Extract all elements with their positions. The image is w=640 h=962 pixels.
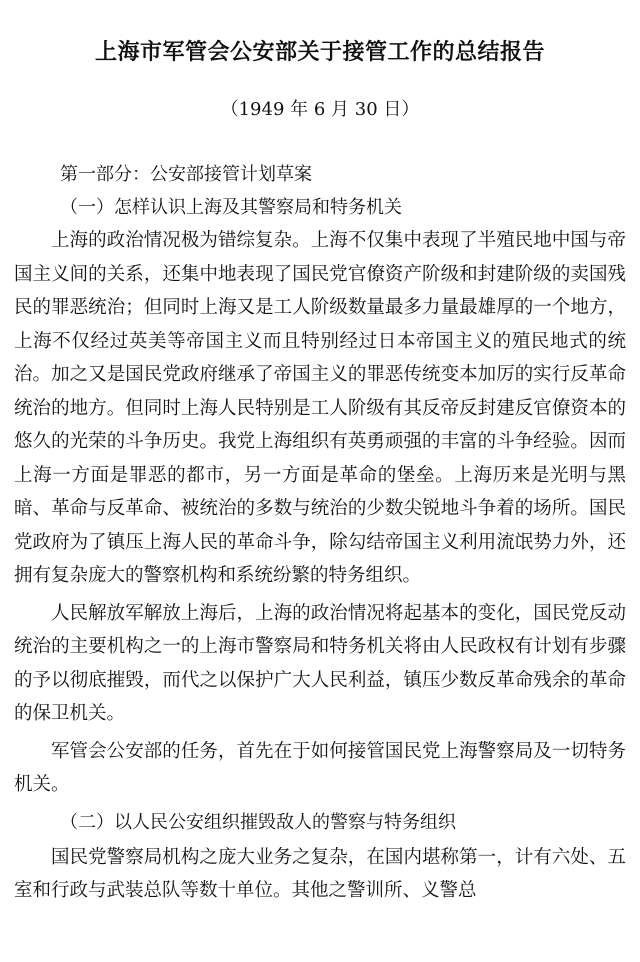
paragraph-4: 国民党警察局机构之庞大业务之复杂，在国内堪称第一，计有六处、五室和行政与武装总队等数十单位。其他之警训所、义警总 — [14, 846, 626, 901]
part-heading: 第一部分：公安部接管计划草案 — [60, 164, 312, 185]
section-heading-2: （二）以人民公安组织摧毁敌人的警察与特务组织 — [60, 811, 456, 833]
paragraph-2: 人民解放军解放上海后，上海的政治情况将起基本的变化，国民党反动统治的主要机构之一的上海市警察局和特务机关将由人民政权有计划有步骤的予以彻底摧毁，而代之以保护广大人民利益，镇压少数反革命残余的革命的保卫机关。 — [14, 602, 626, 724]
document-title: 上海市军管会公安部关于接管工作的总结报告 — [94, 40, 545, 65]
paragraph-3: 军管会公安部的任务，首先在于如何接管国民党上海警察局及一切特务机关。 — [14, 740, 626, 795]
section-heading-1: （一）怎样认识上海及其警察局和特务机关 — [60, 197, 402, 218]
document-date: （1949 年 6 月 30 日） — [220, 99, 420, 120]
paragraph-1: 上海的政治情况极为错综复杂。上海不仅集中表现了半殖民地中国与帝国主义间的关系，还集中地表现了国民党官僚资产阶级和封建阶级的卖国残民的罪恶统治；但同时上海又是工人阶级数量最多力量最雄厚的一个地方，上海不仅经过英美等帝国主义而且特别经过日本帝国主义的殖民地式的统治。加之又是国民党政府继承了帝国主义的罪恶传统变本加厉的实行反革命统治的地方。但同时上海人民特别是工人阶级有其反帝反封建反官僚资本的悠久的光荣的斗争历史。我党上海组织有英勇顽强的丰富的斗争经验。因而上海一方面是罪恶的都市，另一方面是革命的堡垒。上海历来是光明与黑暗、革命与反革命、被统治的多数与统治的少数尖锐地斗争着的场所。国民党政府为了镇压上海人民的革命斗争，除勾结帝国主义利用流氓势力外，还拥有复杂庞大的警察机构和系统纷繁的特务组织。 — [14, 230, 626, 586]
